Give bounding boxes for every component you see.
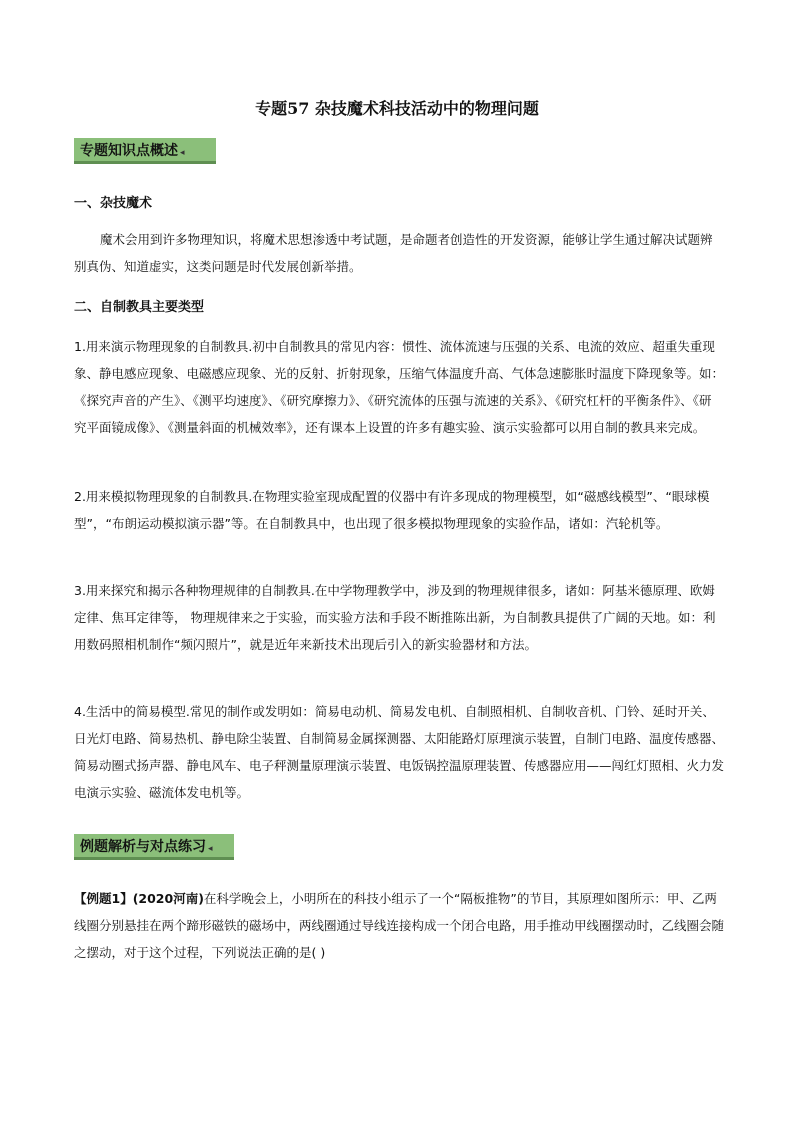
section-banner-examples: [74, 834, 234, 860]
banner-arrow-icon: ◂: [208, 844, 213, 854]
banner-label: 专题知识点概述: [80, 143, 178, 159]
example-text: 在科学晚会上，小明所在的科技小组示了一个“隔板推物”的节目，其原理如图所示：甲、乙两线圈分别悬挂在两个蹄形磁铁的磁场中，两线圈通过导线连接构成一个闭合电路，用手推动甲线圈摆动时，乙线圈会随之摆动，对于这个过程，下列说法正确的是( ): [74, 891, 725, 960]
paragraph-magic: 魔术会用到许多物理知识，将魔术思想渗透中考试题，是命题者创造性的开发资源，能够让学生通过解决试题辨别真伪、知道虚实，这类问题是时代发展创新举措。: [74, 232, 713, 274]
banner-label: 例题解析与对点练习: [80, 839, 206, 855]
heading-teaching-aids: 二、自制教具主要类型: [74, 300, 205, 315]
paragraph-item-3: 3.用来探究和揭示各种物理规律的自制教具.在中学物理教学中，涉及到的物理规律很多，诸如：阿基米德原理、欧姆定律、焦耳定律等， 物理规律来之于实验，而实验方法和手段不断推陈出新，为自制教具提供了广阔的天地。如：利用数码照相机制作“频闪照片”，就是近年来新技术出现后引入的新实验器材和方法。: [74, 583, 716, 652]
example-label: 【例题1】(2020河南): [74, 891, 204, 906]
paragraph-item-4: 4.生活中的简易模型.常见的制作或发明如：简易电动机、简易发电机、自制照相机、自制收音机、门铃、延时开关、日光灯电路、简易热机、静电除尘装置、自制简易金属探测器、太阳能路灯原理演示装置，自制门电路、温度传感器、简易动圈式扬声器、静电风车、电子秤测量原理演示装置、电饭锅控温原理装置、传感器应用——闯红灯照相、火力发电演示实验、磁流体发电机等。: [74, 704, 725, 800]
section-banner-overview: [74, 138, 216, 164]
paragraph-item-1: 1.用来演示物理现象的自制教具.初中自制教具的常见内容：惯性、流体流速与压强的关系、电流的效应、超重失重现象、静电感应现象、电磁感应现象、光的反射、折射现象，压缩气体温度升高、气体急速膨胀时温度下降现象等。如：《探究声音的产生》、《测平均速度》、《研究摩擦力》、《研究流体的压强与流速的关系》、《研究杠杆的平衡条件》、《研究平面镜成像》、《测量斜面的机械效率》，还有课本上设置的许多有趣实验、演示实验都可以用自制的教具来完成。: [74, 339, 725, 435]
example-question: [74, 885, 724, 966]
paragraph-item-2: 2.用来模拟物理现象的自制教具.在物理实验室现成配置的仪器中有许多现成的物理模型，如“磁感线模型”、“眼球模型”，“布朗运动模拟演示器”等。在自制教具中，也出现了很多模拟物理现象的实验作品，诸如：汽轮机等。: [74, 489, 710, 531]
page-title: 专题57 杂技魔术科技活动中的物理问题: [255, 99, 539, 118]
banner-arrow-icon: ◂: [180, 148, 185, 158]
heading-magic: 一、杂技魔术: [74, 196, 153, 211]
